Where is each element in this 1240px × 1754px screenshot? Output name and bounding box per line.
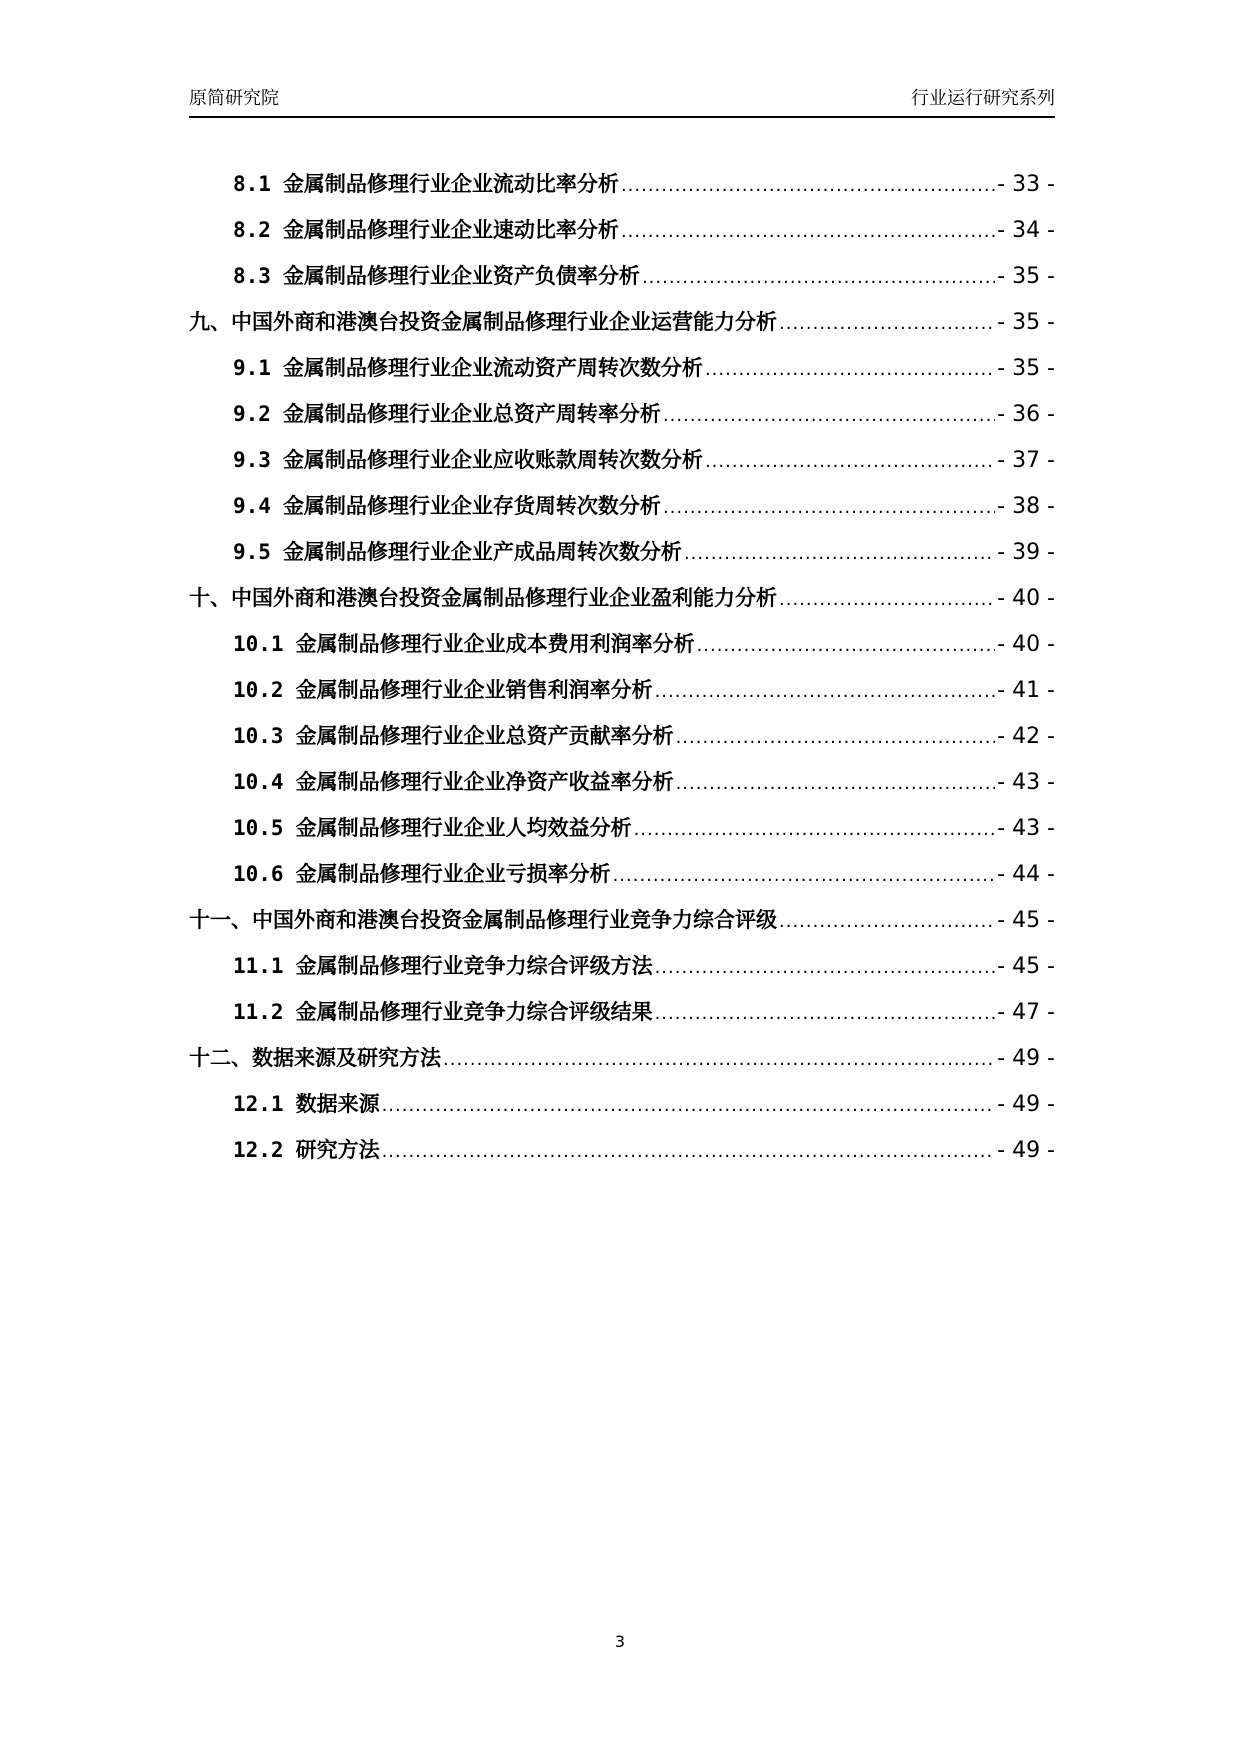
toc-entry-title [233, 720, 674, 750]
toc-entry-number: 8.1 [233, 172, 271, 196]
toc-entry-title [189, 1042, 441, 1072]
toc-entry-text: 十、中国外商和港澳台投资金属制品修理行业企业盈利能力分析 [189, 586, 777, 610]
toc-entry-title [233, 1088, 380, 1118]
toc-entry-number: 8.2 [233, 218, 271, 242]
toc-dot-leader [779, 589, 995, 610]
toc-entry-page: - 38 - [997, 494, 1055, 519]
toc-entry-title [233, 536, 682, 566]
toc-entry-title [233, 444, 703, 474]
toc-entry-text: 金属制品修理行业企业亏损率分析 [295, 862, 611, 886]
toc-dot-leader [613, 865, 996, 886]
toc-entry-page: - 49 - [997, 1046, 1055, 1071]
toc-entry-page: - 45 - [997, 908, 1055, 933]
toc-entry-number: 9.2 [233, 402, 271, 426]
header-series-name: 行业运行研究系列 [911, 88, 1055, 109]
toc-entry-text: 十一、中国外商和港澳台投资金属制品修理行业竞争力综合评级 [189, 908, 777, 932]
toc-entry-text: 金属制品修理行业企业产成品周转次数分析 [282, 540, 682, 564]
toc-section-entry[interactable] [189, 812, 1055, 858]
toc-entry-text: 金属制品修理行业企业成本费用利润率分析 [295, 632, 695, 656]
toc-section-entry[interactable] [189, 536, 1055, 582]
toc-section-entry[interactable] [189, 766, 1055, 812]
toc-entry-title [233, 490, 661, 520]
toc-entry-number: 9.3 [233, 448, 271, 472]
toc-entry-page: - 36 - [997, 402, 1055, 427]
toc-entry-number: 9.4 [233, 494, 271, 518]
toc-dot-leader [443, 1049, 995, 1070]
toc-entry-page: - 34 - [997, 218, 1055, 243]
toc-entry-text: 数据来源 [295, 1092, 380, 1116]
toc-chapter-entry[interactable] [189, 904, 1055, 950]
toc-entry-text: 金属制品修理行业企业流动资产周转次数分析 [282, 356, 703, 380]
toc-entry-title [189, 306, 777, 336]
toc-entry-title [233, 812, 632, 842]
toc-entry-title [233, 674, 653, 704]
toc-entry-number: 9.5 [233, 540, 271, 564]
toc-entry-number: 12.2 [233, 1138, 284, 1162]
toc-entry-text: 金属制品修理行业企业人均效益分析 [295, 816, 632, 840]
toc-dot-leader [655, 957, 996, 978]
toc-dot-leader [779, 313, 995, 334]
toc-dot-leader [642, 267, 995, 288]
toc-entry-number: 12.1 [233, 1092, 284, 1116]
toc-section-entry[interactable] [189, 490, 1055, 536]
toc-dot-leader [621, 221, 995, 242]
toc-entry-text: 金属制品修理行业企业存货周转次数分析 [282, 494, 661, 518]
toc-entry-title [233, 214, 619, 244]
toc-section-entry[interactable] [189, 1088, 1055, 1134]
toc-entry-text: 金属制品修理行业竞争力综合评级结果 [295, 1000, 653, 1024]
toc-entry-text: 金属制品修理行业企业应收账款周转次数分析 [282, 448, 703, 472]
toc-entry-title [233, 858, 611, 888]
toc-dot-leader [663, 497, 995, 518]
toc-entry-text: 金属制品修理行业企业流动比率分析 [282, 172, 619, 196]
toc-dot-leader [676, 773, 996, 794]
toc-entry-text: 金属制品修理行业企业速动比率分析 [282, 218, 619, 242]
toc-dot-leader [663, 405, 995, 426]
toc-section-entry[interactable] [189, 214, 1055, 260]
toc-dot-leader [684, 543, 995, 564]
toc-dot-leader [621, 175, 995, 196]
toc-entry-title [233, 398, 661, 428]
toc-entry-page: - 40 - [997, 632, 1055, 657]
toc-entry-page: - 42 - [997, 724, 1055, 749]
toc-entry-page: - 37 - [997, 448, 1055, 473]
toc-entry-title [233, 352, 703, 382]
toc-entry-number: 10.2 [233, 678, 284, 702]
toc-dot-leader [697, 635, 996, 656]
toc-entry-text: 九、中国外商和港澳台投资金属制品修理行业企业运营能力分析 [189, 310, 777, 334]
toc-entry-page: - 45 - [997, 954, 1055, 979]
toc-entry-title [233, 996, 653, 1026]
toc-entry-page: - 43 - [997, 770, 1055, 795]
toc-entry-number: 9.1 [233, 356, 271, 380]
toc-entry-number: 8.3 [233, 264, 271, 288]
toc-entry-page: - 47 - [997, 1000, 1055, 1025]
toc-section-entry[interactable] [189, 628, 1055, 674]
toc-entry-title [233, 1134, 380, 1164]
toc-section-entry[interactable] [189, 858, 1055, 904]
toc-entry-number: 11.1 [233, 954, 284, 978]
toc-entry-number: 11.2 [233, 1000, 284, 1024]
toc-entry-title [189, 904, 777, 934]
toc-entry-title [233, 260, 640, 290]
toc-entry-text: 金属制品修理行业竞争力综合评级方法 [295, 954, 653, 978]
toc-entry-title [189, 582, 777, 612]
toc-entry-number: 10.5 [233, 816, 284, 840]
table-of-contents [189, 168, 1055, 1180]
toc-entry-text: 金属制品修理行业企业总资产贡献率分析 [295, 724, 674, 748]
header-org-name: 原简研究院 [189, 88, 279, 109]
toc-entry-text: 研究方法 [295, 1138, 380, 1162]
toc-entry-number: 10.3 [233, 724, 284, 748]
toc-entry-text: 金属制品修理行业企业总资产周转率分析 [282, 402, 661, 426]
toc-chapter-entry[interactable] [189, 306, 1055, 352]
toc-dot-leader [705, 451, 995, 472]
toc-section-entry[interactable] [189, 398, 1055, 444]
toc-entry-page: - 39 - [997, 540, 1055, 565]
toc-section-entry[interactable] [189, 260, 1055, 306]
toc-dot-leader [382, 1141, 996, 1162]
toc-dot-leader [676, 727, 996, 748]
toc-entry-text: 金属制品修理行业企业销售利润率分析 [295, 678, 653, 702]
toc-section-entry[interactable] [189, 1134, 1055, 1180]
toc-chapter-entry[interactable] [189, 1042, 1055, 1088]
toc-section-entry[interactable] [189, 444, 1055, 490]
toc-dot-leader [705, 359, 995, 380]
toc-dot-leader [655, 681, 996, 702]
toc-section-entry[interactable] [189, 950, 1055, 996]
toc-entry-title [233, 628, 695, 658]
toc-entry-title [233, 766, 674, 796]
toc-entry-page: - 49 - [997, 1138, 1055, 1163]
toc-section-entry[interactable] [189, 674, 1055, 720]
toc-dot-leader [655, 1003, 996, 1024]
toc-entry-page: - 43 - [997, 816, 1055, 841]
toc-dot-leader [634, 819, 996, 840]
toc-entry-page: - 33 - [997, 172, 1055, 197]
toc-entry-page: - 44 - [997, 862, 1055, 887]
toc-section-entry[interactable] [189, 352, 1055, 398]
page-number: 3 [614, 1632, 626, 1651]
toc-entry-page: - 40 - [997, 586, 1055, 611]
toc-entry-text: 金属制品修理行业企业资产负债率分析 [282, 264, 640, 288]
toc-entry-number: 10.6 [233, 862, 284, 886]
toc-entry-page: - 35 - [997, 356, 1055, 381]
toc-entry-number: 10.4 [233, 770, 284, 794]
toc-entry-title [233, 168, 619, 198]
toc-chapter-entry[interactable] [189, 582, 1055, 628]
toc-entry-page: - 35 - [997, 310, 1055, 335]
toc-entry-page: - 35 - [997, 264, 1055, 289]
toc-section-entry[interactable] [189, 168, 1055, 214]
toc-entry-text: 金属制品修理行业企业净资产收益率分析 [295, 770, 674, 794]
toc-entry-text: 十二、数据来源及研究方法 [189, 1046, 441, 1070]
toc-dot-leader [779, 911, 995, 932]
toc-entry-page: - 41 - [997, 678, 1055, 703]
toc-dot-leader [382, 1095, 996, 1116]
toc-entry-number: 10.1 [233, 632, 284, 656]
toc-entry-page: - 49 - [997, 1092, 1055, 1117]
toc-section-entry[interactable] [189, 996, 1055, 1042]
page-header [189, 86, 1055, 118]
toc-entry-title [233, 950, 653, 980]
toc-section-entry[interactable] [189, 720, 1055, 766]
